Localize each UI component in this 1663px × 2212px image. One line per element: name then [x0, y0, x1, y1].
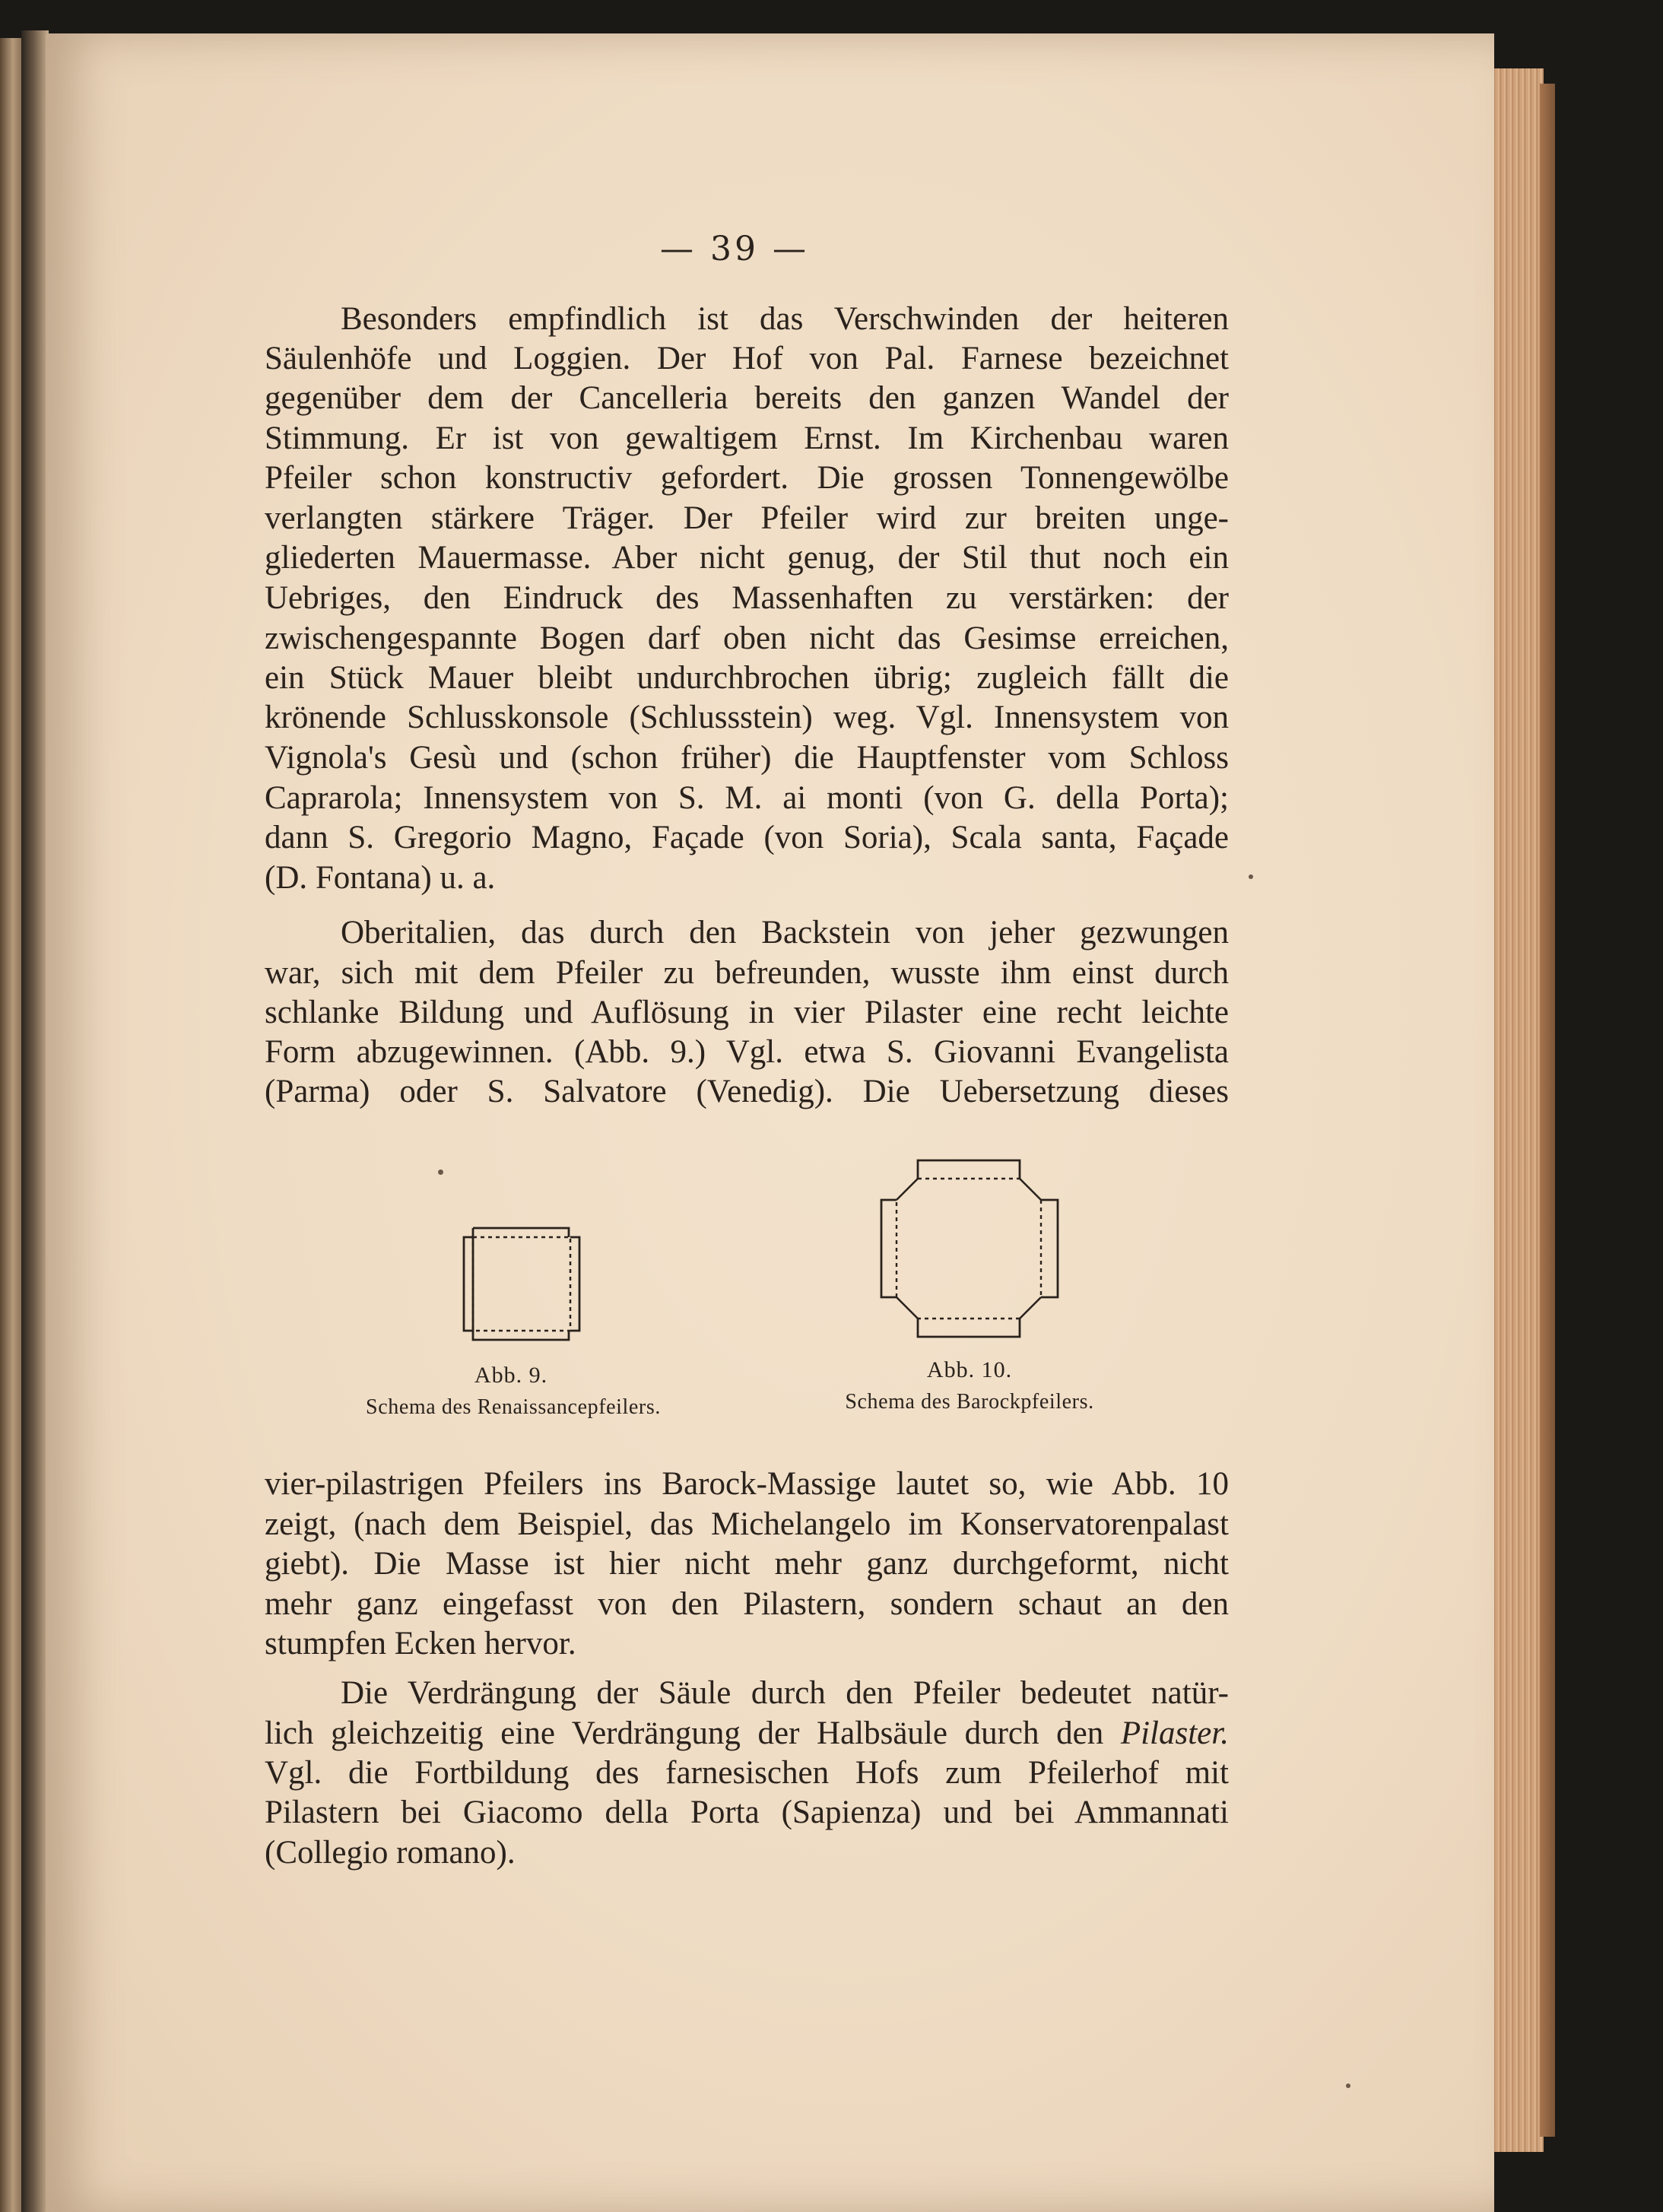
figure-9-diagram: [456, 1220, 586, 1342]
text-line: Stimmung. Er ist von gewaltigem Ernst. Im Kirchenbau waren: [265, 421, 1229, 456]
text-line: giebt). Die Masse ist hier nicht mehr ganz durchgeformt, nicht: [265, 1546, 1229, 1582]
text-line: Besonders empfindlich ist das Verschwinden der heiteren: [341, 301, 1229, 337]
text-line: vier-pilastrigen Pfeilers ins Barock-Massige lautet so, wie Abb. 10: [265, 1466, 1229, 1502]
paper-speck: [1249, 874, 1253, 879]
text-line: Uebriges, den Eindruck des Massenhaften zu verstärken: der: [265, 580, 1229, 616]
figure-10-caption: Schema des Barockpfeilers.: [845, 1390, 1094, 1414]
text-line: Form abzugewinnen. (Abb. 9.) Vgl. etwa S. Giovanni Evangelista: [265, 1034, 1229, 1070]
text-line: schlanke Bildung und Auflösung in vier Pilaster eine recht leichte: [265, 995, 1229, 1030]
text-line: Pilastern bei Giacomo della Porta (Sapienza) und bei Ammannati: [265, 1795, 1229, 1830]
text-line: stumpfen Ecken hervor.: [265, 1626, 576, 1661]
paper-speck: [438, 1169, 443, 1175]
text-line: war, sich mit dem Pfeiler zu befreunden, wusste ihm einst durch: [265, 955, 1229, 991]
text-line: Vignola's Gesù und (schon früher) die Hauptfenster vom Schloss: [265, 740, 1229, 776]
text-line: verlangten stärkere Träger. Der Pfeiler wird zur breiten unge-: [265, 500, 1229, 536]
text-line: (D. Fontana) u. a.: [265, 860, 496, 896]
text-line: Säulenhöfe und Loggien. Der Hof von Pal. Farnese bezeichnet: [265, 341, 1229, 376]
text-line: (Collegio romano).: [265, 1835, 516, 1871]
book-gutter: [21, 30, 49, 2212]
page-number: — 39 —: [660, 230, 809, 268]
figure-9-caption: Schema des Renaissancepfeilers.: [366, 1395, 661, 1419]
text-line: ein Stück Mauer bleibt undurchbrochen übrig; zugleich fällt die: [265, 660, 1229, 696]
text-line: Oberitalien, das durch den Backstein von jeher gezwungen: [341, 915, 1229, 950]
text-line: Caprarola; Innensystem von S. M. ai monti (von G. della Porta);: [265, 780, 1229, 816]
text-line: zeigt, (nach dem Beispiel, das Michelangelo im Konservatorenpalast: [265, 1506, 1229, 1542]
figure-9-number: Abb. 9.: [474, 1363, 548, 1388]
text-line: (Parma) oder S. Salvatore (Venedig). Die Uebersetzung dieses: [265, 1074, 1229, 1109]
text-line: zwischengespannte Bogen darf oben nicht das Gesimse erreichen,: [265, 620, 1229, 656]
page-block-edge: [1490, 68, 1544, 2152]
text-line: gliederten Mauermasse. Aber nicht genug, der Stil thut noch ein: [265, 540, 1229, 576]
text-line: gegenüber dem der Cancelleria bereits den ganzen Wandel der: [265, 380, 1229, 416]
text-line: krönende Schlusskonsole (Schlussstein) weg. Vgl. Innensystem von: [265, 700, 1229, 735]
text-line: mehr ganz eingefasst von den Pilastern, sondern schaut an den: [265, 1586, 1229, 1622]
text-line: lich gleichzeitig eine Verdrängung der Halbsäule durch den Pilaster.: [265, 1715, 1229, 1751]
text-line: dann S. Gregorio Magno, Façade (von Soria), Scala santa, Façade: [265, 820, 1229, 855]
text-line: Die Verdrängung der Säule durch den Pfeiler bedeutet natür-: [341, 1675, 1229, 1711]
text-line: Vgl. die Fortbildung des farnesischen Hofs zum Pfeilerhof mit: [265, 1755, 1229, 1791]
figure-10-number: Abb. 10.: [926, 1357, 1013, 1382]
facing-page-edge: [0, 38, 21, 2212]
text-line: Pfeiler schon konstructiv gefordert. Die grossen Tonnengewölbe: [265, 460, 1229, 496]
paper-speck: [1346, 2083, 1350, 2088]
figure-10-diagram: [878, 1154, 1061, 1341]
fore-edge: [1540, 84, 1555, 2137]
